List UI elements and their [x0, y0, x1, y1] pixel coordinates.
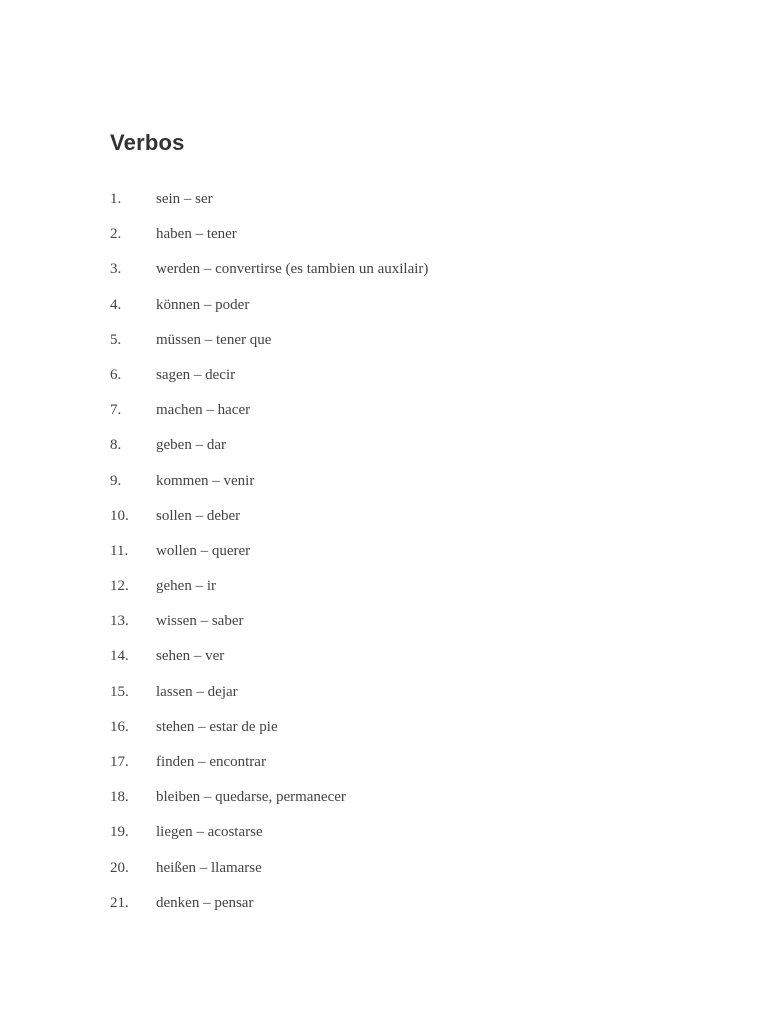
list-item-number: 2. — [110, 226, 122, 243]
list-item-number: 10. — [110, 507, 129, 524]
page-title: Verbos — [110, 130, 185, 155]
list-item-text: müssen – tener que — [156, 331, 272, 348]
list-item-text: sein – ser — [156, 191, 213, 207]
list-item-number: 15. — [110, 683, 129, 700]
list-item-number: 6. — [110, 366, 122, 383]
list-item-number: 18. — [110, 789, 129, 806]
list-item-text: kommen – venir — [156, 472, 255, 489]
list-item-text: sehen – ver — [156, 648, 225, 665]
list-item-number: 17. — [110, 754, 129, 770]
list-item-number: 4. — [110, 296, 122, 313]
list-item-number: 20. — [110, 859, 129, 876]
list-item-text: machen – hacer — [156, 402, 251, 419]
list-item-text: gehen – ir — [156, 578, 216, 595]
list-item-text: wissen – saber — [156, 613, 244, 630]
verb-list — [110, 191, 428, 930]
list-item — [110, 578, 428, 613]
list-item-text: finden – encontrar — [156, 754, 266, 770]
list-item-text: bleiben – quedarse, permanecer — [156, 789, 346, 806]
list-item-text: denken – pensar — [156, 894, 254, 911]
list-item — [110, 719, 428, 754]
list-item-text: werden – convertirse (es tambien un auxilair) — [156, 261, 429, 278]
list-item-number: 1. — [110, 191, 122, 207]
list-item-number: 9. — [110, 472, 122, 489]
list-item-text: stehen – estar de pie — [156, 718, 278, 735]
list-item-text: haben – tener — [156, 226, 237, 243]
list-item — [110, 261, 428, 296]
list-item — [110, 332, 428, 367]
list-item-text: geben – dar — [156, 437, 226, 454]
list-item-text: wollen – querer — [156, 542, 251, 559]
list-item-number: 19. — [110, 824, 129, 841]
list-item-number: 11. — [110, 542, 129, 559]
list-item-number: 13. — [110, 613, 129, 630]
list-item — [110, 473, 428, 508]
list-item — [110, 789, 428, 824]
list-item-number: 3. — [110, 261, 122, 278]
list-item — [110, 297, 428, 332]
list-item-text: sagen – decir — [156, 366, 236, 383]
list-item — [110, 824, 428, 859]
list-item-number: 8. — [110, 437, 122, 454]
list-item-text: können – poder — [156, 296, 250, 313]
list-item — [110, 613, 428, 648]
list-item — [110, 367, 428, 402]
list-item-number: 5. — [110, 331, 122, 348]
list-item — [110, 191, 428, 226]
list-item-text: heißen – llamarse — [156, 859, 262, 876]
list-item — [110, 226, 428, 261]
list-item-number: 14. — [110, 648, 129, 665]
list-item — [110, 684, 428, 719]
list-item — [110, 508, 428, 543]
list-item — [110, 437, 428, 472]
list-item — [110, 754, 428, 789]
list-item-text: lassen – dejar — [156, 683, 238, 700]
list-item-number: 12. — [110, 578, 129, 595]
list-item-number: 7. — [110, 402, 122, 419]
list-item-number: 16. — [110, 718, 129, 735]
list-item — [110, 402, 428, 437]
list-item — [110, 648, 428, 683]
list-item-text: liegen – acostarse — [156, 824, 263, 841]
list-item-number: 21. — [110, 894, 129, 911]
list-item — [110, 860, 428, 895]
list-item-text: sollen – deber — [156, 507, 241, 524]
list-item — [110, 895, 428, 930]
list-item — [110, 543, 428, 578]
